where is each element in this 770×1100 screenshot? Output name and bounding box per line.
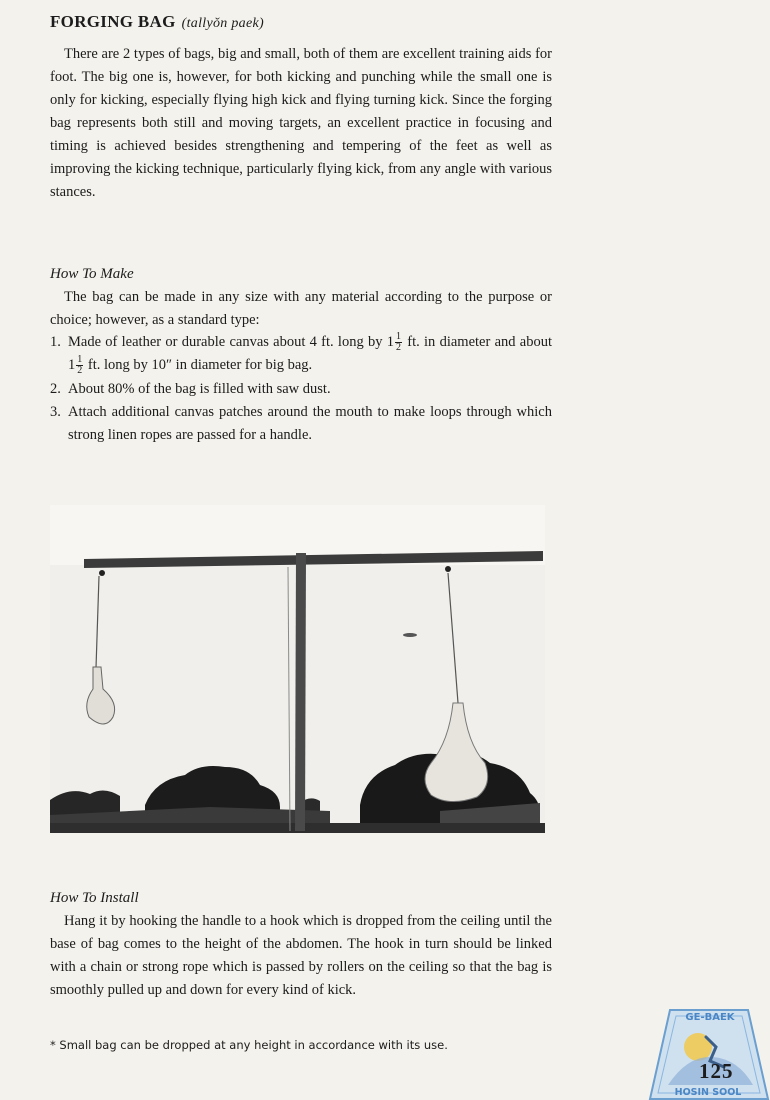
how-to-make-heading: How To Make xyxy=(50,266,134,282)
list-text: About 80% of the bag is filled with saw dust. xyxy=(68,381,331,397)
title-native: (tallyŏn paek) xyxy=(181,16,264,31)
list-text xyxy=(68,331,552,377)
list-number: 3. xyxy=(50,404,61,420)
fraction-numerator: 1 xyxy=(396,331,401,343)
list-item-1 xyxy=(50,331,552,377)
how-to-make-intro: The bag can be made in any size with any material according to the purpose or choice; however, as a standard type: xyxy=(50,289,552,328)
list-text: Attach additional canvas patches around the mouth to make loops through which strong linen ropes are passed for a handle. xyxy=(68,404,552,443)
list-item-2 xyxy=(50,378,552,401)
logo-top-text: GE-BAEK xyxy=(685,1012,735,1023)
page-title xyxy=(50,12,264,32)
fraction-one-half xyxy=(76,355,83,376)
list-text-part: ft. in diameter and about 1 xyxy=(68,334,552,373)
page-number: 125 xyxy=(699,1059,734,1083)
fraction-denominator: 2 xyxy=(396,342,401,354)
how-to-install-paragraph: Hang it by hooking the handle to a hook which is dropped from the ceiling until the base of bag comes to the height of the abdomen. The hook in turn should be linked with a chain or strong rope which is passed by rollers on the ceiling so that the bag is smoothly pulled up and down for every kind of kick. xyxy=(50,913,552,998)
fraction-numerator: 1 xyxy=(77,354,83,366)
footnote: * Small bag can be dropped at any height in accordance with its use. xyxy=(50,1038,448,1052)
list-number: 2. xyxy=(50,381,61,397)
fraction-denominator: 2 xyxy=(77,365,83,377)
list-text-part: ft. long by 10″ in diameter for big bag. xyxy=(84,357,313,373)
intro-paragraph: There are 2 types of bags, big and small, both of them are excellent training aids for foot. The big one is, however, for both kicking and punching while the small one is only for kicking, especially flying high kick and flying turning kick. Since the forging bag represents both still and moving targets, an excellent practice in focusing and timing is achieved besides strengthening and tempering of the feet as well as improving the kicking technique, particularly flying kick, from any angle with various stances. xyxy=(50,46,552,200)
logo-bottom-text: HOSIN SOOL xyxy=(674,1087,742,1098)
list-item-3 xyxy=(50,401,552,447)
how-to-install-heading: How To Install xyxy=(50,890,139,906)
fraction-one-half xyxy=(395,332,402,353)
list-number: 1. xyxy=(50,334,61,350)
forging-bag-photo xyxy=(50,505,545,833)
title-main: FORGING BAG xyxy=(50,12,176,31)
list-text-part: Made of leather or durable canvas about 4 ft. long by 1 xyxy=(68,334,394,350)
